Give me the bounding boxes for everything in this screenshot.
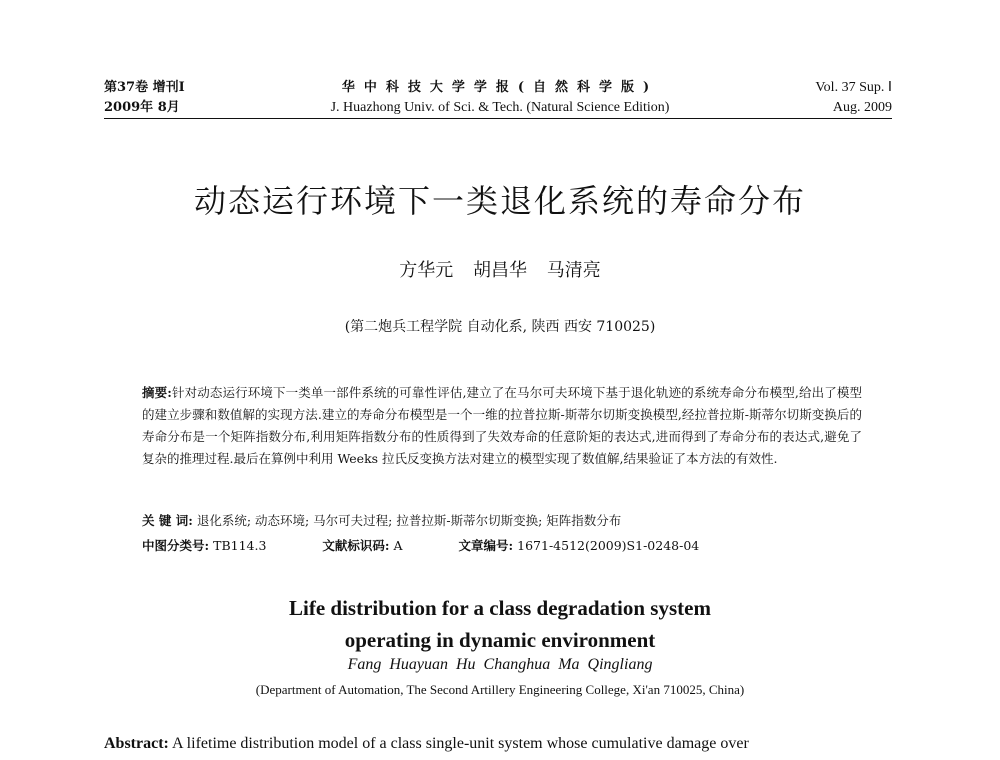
volume-issue-cn: 第37卷 增刊Ⅰ [104, 80, 185, 95]
paper-title-en [0, 592, 1000, 656]
header-rule [104, 118, 892, 119]
abstract-cn-text: 针对动态运行环境下一类单一部件系统的可靠性评估,建立了在马尔可夫环境下基于退化轨迹的系统寿命分布模型,给出了模型的建立步骤和数值解的实现方法.建立的寿命分布模型是一个一维的拉普拉斯-斯蒂尔切斯变换模型,经拉普拉斯-斯蒂尔切斯变换后的寿命分布是一个矩阵指数分布,利用矩阵指数分布的性质得到了失效寿命的任意阶矩的表达式,进而得到了寿命分布的表达式,避免了复杂的推理过程.最后在算例中利用 Weeks 拉氏反变换方法对建立的模型实现了数值解,结果验证了本方法的有效性. [142, 385, 862, 466]
volume-issue-en [815, 78, 892, 118]
article-number [459, 538, 726, 553]
affiliation-en: (Department of Automation, The Second Artillery Engineering College, Xi'an 710025, China) [255, 682, 745, 697]
keywords-label: 关 键 词: [142, 513, 193, 528]
volume-issue [104, 78, 185, 118]
abstract-cn-label: 摘要: [142, 385, 172, 400]
article-number-value: 1671-4512(2009)S1-0248-04 [517, 538, 700, 553]
abstract-en-text: A lifetime distribution model of a class single-unit system whose cumulative damage over [172, 735, 749, 752]
doc-code [322, 538, 428, 553]
doc-code-value: A [393, 538, 403, 553]
journal-name-en: J. Huazhong Univ. of Sci. & Tech. (Natural Science Edition) [330, 100, 670, 115]
clc-label: 中图分类号: [142, 538, 210, 553]
doc-code-label: 文献标识码: [322, 538, 390, 553]
clc [142, 538, 292, 553]
abstract-en [104, 735, 749, 753]
volume-en: Vol. 37 Sup. Ⅰ [815, 80, 892, 95]
authors-en: Fang Huayuan Hu Changhua Ma Qingliang [347, 656, 653, 673]
journal-name [270, 78, 730, 118]
abstract-en-label: Abstract: [104, 735, 169, 752]
keywords-text: 退化系统; 动态环境; 马尔可夫过程; 拉普拉斯-斯蒂尔切斯变换; 矩阵指数分布 [196, 513, 622, 528]
journal-name-cn: 华中科技大学学报(自然科学版) [341, 80, 659, 95]
affiliation-cn: (第二炮兵工程学院 自动化系, 陕西 西安 710025) [344, 319, 656, 335]
abstract-cn [142, 382, 862, 470]
paper-title-en-line1: Life distribution for a class degradation system [289, 596, 711, 620]
authors-cn: 方华元 胡昌华 马清亮 [399, 260, 601, 281]
keywords [142, 511, 621, 529]
paper-title-cn: 动态运行环境下一类退化系统的寿命分布 [193, 182, 806, 220]
date-en: Aug. 2009 [832, 100, 892, 115]
date-cn: 2009年 8月 [104, 100, 180, 115]
classification [142, 536, 751, 554]
clc-value: TB114.3 [213, 538, 267, 553]
article-number-label: 文章编号: [458, 538, 514, 553]
paper-title-en-line2: operating in dynamic environment [344, 628, 656, 652]
